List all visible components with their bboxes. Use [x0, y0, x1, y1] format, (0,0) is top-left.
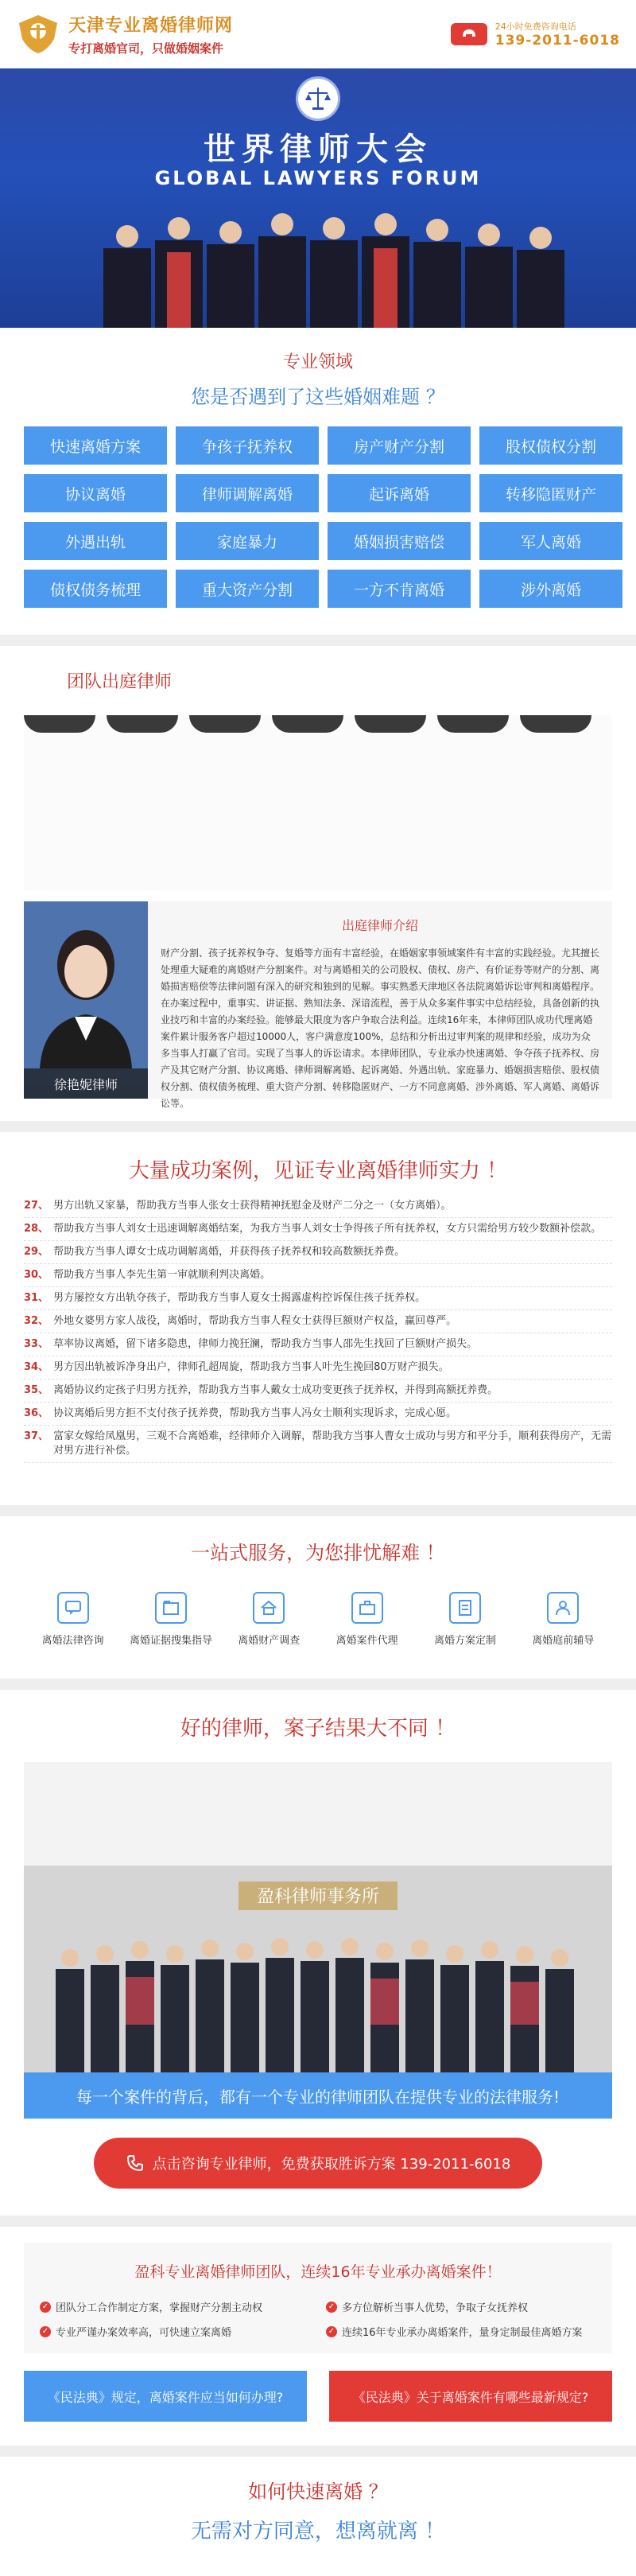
team-group-photo-illustration [24, 1762, 612, 2072]
hotline-label: 24小时免费咨询电话 [494, 21, 576, 32]
hotline[interactable] [451, 20, 620, 49]
onestop-label: 离婚法律咨询 [41, 1635, 104, 1647]
service-button[interactable]: 转移隐匿财产 [479, 474, 622, 512]
services-kicker: 专业领域 [282, 352, 353, 372]
lawyer-intro [148, 901, 612, 1109]
onestop-section [0, 1516, 636, 1679]
quick-title: 如何快速离婚 ？ [248, 2481, 388, 2503]
firm-box [24, 2243, 612, 2353]
firm-title: 盈科专业离婚律师团队，连续16年专业承办离婚案件！ [134, 2263, 502, 2281]
team-photo [107, 715, 178, 733]
case-item [24, 1333, 612, 1356]
site-slogan: 专打离婚官司，只做婚姻案件 [68, 41, 224, 56]
lawyer-avatar-icon [24, 901, 148, 1068]
team-photo [437, 715, 509, 733]
header [0, 0, 636, 68]
phone-icon [451, 23, 487, 45]
service-button[interactable]: 外遇出轨 [24, 522, 167, 560]
onestop-title: 一站式服务，为您排忧解难 ！ [191, 1542, 445, 1564]
justice-shield-logo-icon [16, 12, 60, 56]
phone-icon [126, 2154, 145, 2173]
onestop-label: 离婚证据搜集指导 [129, 1635, 212, 1647]
team-title: 团队出庭律师 [66, 672, 172, 692]
service-button[interactable]: 重大资产分割 [176, 570, 319, 608]
firm-points [40, 2299, 596, 2339]
service-button[interactable]: 争孩子抚养权 [176, 426, 319, 465]
service-button[interactable]: 快速离婚方案 [24, 426, 167, 465]
case-number: 29、 [24, 1246, 49, 1258]
case-text: 外地女婆男方家人战役，离婚时，帮助我方当事人程女士获得巨额财产权益，赢回尊严。 [53, 1315, 457, 1327]
case-text: 协议离婚后男方拒不支付孩子抚养费，帮助我方当事人冯女士顺利实现诉求，完成心愿。 [53, 1407, 457, 1419]
civil-code-latest-link[interactable]: 《民法典》关于离婚案件有哪些最新规定? [329, 2371, 612, 2422]
case-number: 27、 [24, 1200, 49, 1212]
case-number: 31、 [24, 1292, 49, 1304]
hotline-number[interactable]: 139-2011-6018 [494, 33, 620, 49]
case-text: 帮助我方当事人谭女士成功调解离婚，并获得孩子抚养权和较高数额抚养费。 [53, 1246, 405, 1258]
service-button[interactable]: 房产财产分割 [328, 426, 471, 465]
case-item [24, 1426, 612, 1463]
case-text: 富家女嫁给凤凰男，三观不合离婚难，经律师介入调解，帮助我方当事人曹女士成功与男方和平分手，顺利获得房产，无需对男方进行补偿。 [53, 1430, 612, 1457]
service-button[interactable]: 婚姻损害赔偿 [328, 522, 471, 560]
case-item [24, 1218, 612, 1241]
case-item [24, 1264, 612, 1287]
brand[interactable] [16, 12, 233, 56]
case-item [24, 1403, 612, 1426]
check-icon: ✓ [326, 2326, 337, 2337]
onestop-row [0, 1565, 636, 1679]
quick-subtitle: 无需对方同意，想离就离 ！ [190, 2520, 446, 2543]
case-number: 28、 [24, 1223, 49, 1235]
lawyer-card [24, 901, 612, 1121]
service-button[interactable]: 军人离婚 [479, 522, 622, 560]
lawyer-portrait [24, 901, 148, 1099]
cases-section [0, 1132, 636, 1505]
firm-sign-text: 盈科律师事务所 [256, 1887, 380, 1907]
lawyer-name: 徐艳妮律师 [24, 1068, 148, 1099]
case-number: 32、 [24, 1315, 49, 1327]
case-item [24, 1241, 612, 1264]
services-title: 您是否遇到了这些婚姻难题 ？ [191, 386, 445, 408]
case-number: 35、 [24, 1384, 49, 1396]
case-item [24, 1310, 612, 1333]
onestop-label: 离婚案件代理 [335, 1635, 398, 1647]
law-links [24, 2371, 612, 2446]
firm-point-text: 专业严谨办案效率高，可快速立案离婚 [56, 2327, 232, 2339]
firm-point-text: 多方位解析当事人优势，争取子女抚养权 [342, 2302, 529, 2314]
case-number: 34、 [24, 1361, 49, 1373]
firm-point [40, 2299, 310, 2314]
team-section [0, 646, 636, 1121]
forum-group-photo [0, 193, 636, 328]
onestop-label: 离婚方案定制 [433, 1635, 496, 1647]
team-photo [355, 715, 426, 733]
case-item [24, 1356, 612, 1379]
service-button[interactable]: 股权债权分割 [479, 426, 622, 465]
forum-emblem-icon [296, 76, 340, 121]
cases-title: 大量成功案例，见证专业离婚律师实力 ！ [128, 1159, 508, 1183]
consult-cta-button[interactable] [94, 2138, 542, 2189]
person-coach-icon [547, 1592, 579, 1624]
firm-point-text: 团队分工合作制定方案，掌握财产分割主动权 [56, 2302, 263, 2314]
case-text: 离婚协议约定孩子归男方抚养，帮助我方当事人戴女士成功变更孩子抚养权，并得到高额抚养费。 [53, 1384, 498, 1396]
check-icon: ✓ [40, 2302, 51, 2313]
case-text: 男方屡控女方出轨夺孩子，帮助我方当事人夏女士揭露虚构控诉保住孩子抚养权。 [53, 1292, 426, 1304]
result-section [0, 1690, 636, 2216]
check-icon: ✓ [40, 2326, 51, 2337]
case-item [24, 1195, 612, 1218]
case-text: 帮助我方当事人刘女士迅速调解离婚结案，为我方当事人刘女士争得孩子所有抚养权，女方只需给男方较少数额补偿款。 [53, 1223, 602, 1235]
onestop-item[interactable] [123, 1592, 219, 1647]
banner-subtitle: GLOBAL LAWYERS FORUM [154, 167, 482, 189]
firm-point [326, 2324, 596, 2339]
evidence-folder-icon [155, 1592, 187, 1624]
result-title: 好的律师，案子结果大不同 ！ [180, 1717, 456, 1741]
services-grid [0, 409, 636, 635]
cases-list[interactable] [24, 1195, 612, 1505]
house-icon [253, 1592, 285, 1624]
case-number: 33、 [24, 1338, 49, 1350]
team-photo [189, 715, 261, 733]
team-photo [520, 715, 591, 733]
service-button[interactable]: 家庭暴力 [176, 522, 319, 560]
service-button[interactable]: 一方不肯离婚 [328, 570, 471, 608]
quick-section [0, 2457, 636, 2576]
service-button[interactable]: 债权债务梳理 [24, 570, 167, 608]
case-item [24, 1287, 612, 1310]
firm-section [0, 2227, 636, 2446]
chat-consult-icon [57, 1592, 89, 1624]
result-banner: 每一个案件的背后，都有一个专业的律师团队在提供专业的法律服务! [24, 2072, 612, 2119]
team-photo-carousel[interactable] [24, 715, 612, 890]
case-item [24, 1379, 612, 1403]
document-edit-icon [449, 1592, 481, 1624]
cta-label: 点击咨询专业律师，免费获取胜诉方案 139-2011-6018 [152, 2156, 511, 2173]
lawyer-intro-text: 财产分割、孩子抚养权争夺、复婚等方面有丰富经验，在婚姻家事领域案件有丰富的实践经验。尤其擅长处理重大疑难的离婚财产分割案件。对与离婚相关的公司股权、债权、房产、有价证券等财产的分割、离婚损害赔偿等法律问题有深入的研究和独到的见解。事实熟悉天津地区各法院离婚诉讼审判和离婚程序。在办案过程中，重事实、讲证据、熟知法条、深谙流程，善于从众多案件事实中总结经验，具备创新的执业技巧和丰富的办案经验。能够最大限度为客户争取合法利益。连续16年来，本律师团队成功代理离婚案件累计服务客户超过10000人，客户满意度100%，总结和分析出过审判案的规律和经验，成功为众多当事人打赢了官司。实现了当事人的诉讼请求。本律师团队，专业承办快速离婚、争夺孩子抚养权、房产及其它财产分割、协议离婚、律师调解离婚、起诉离婚、外遇出轨、家庭暴力、婚姻损害赔偿、股权债权分割、债权债务梳理、重大资产分割、转移隐匿财产、一方不同意离婚、涉外离婚、军人离婚、离婚诉讼等。 [161, 948, 600, 1109]
briefcase-icon [351, 1592, 383, 1624]
team-photo [272, 715, 343, 733]
case-text: 男方因出轨被诉净身出户，律师孔超周旋，帮助我方当事人叶先生挽回80万财产损失。 [53, 1361, 449, 1373]
services-section [0, 328, 636, 635]
team-photo [24, 715, 95, 733]
team-group-photo [24, 1762, 612, 2072]
case-text: 草率协议离婚，留下诸多隐患，律师力挽狂澜，帮助我方当事人邵先生找回了巨额财产损失。 [53, 1338, 478, 1350]
onestop-item[interactable] [417, 1592, 513, 1647]
onestop-label: 离婚庭前辅导 [532, 1635, 595, 1647]
firm-point-text: 连续16年专业承办离婚案件，量身定制最佳离婚方案 [342, 2327, 583, 2339]
onestop-item[interactable] [515, 1592, 611, 1647]
case-number: 37、 [24, 1430, 49, 1442]
service-button[interactable]: 涉外离婚 [479, 570, 622, 608]
onestop-item[interactable] [25, 1592, 121, 1647]
case-number: 36、 [24, 1407, 49, 1419]
lawyer-intro-title: 出庭律师介绍 [341, 918, 418, 933]
service-button[interactable]: 律师调解离婚 [176, 474, 319, 512]
check-icon: ✓ [326, 2302, 337, 2313]
case-text: 帮助我方当事人李先生第一审就顺利判决离婚。 [53, 1269, 271, 1281]
site-title: 天津专业离婚律师网 [68, 16, 234, 36]
onestop-item[interactable] [320, 1592, 415, 1647]
firm-point [40, 2324, 310, 2339]
civil-code-procedure-link[interactable]: 《民法典》规定，离婚案件应当如何办理? [24, 2371, 307, 2422]
firm-point [326, 2299, 596, 2314]
service-button[interactable]: 起诉离婚 [328, 474, 471, 512]
hero-banner [0, 68, 636, 328]
service-button[interactable]: 协议离婚 [24, 474, 167, 512]
onestop-label: 离婚财产调查 [238, 1635, 301, 1647]
onestop-item[interactable] [221, 1592, 316, 1647]
case-text: 男方出轨又家暴，帮助我方当事人张女士获得精神抚慰金及财产二分之一（女方离婚）。 [53, 1200, 452, 1212]
case-number: 30、 [24, 1269, 49, 1281]
banner-title: 世界律师大会 [204, 131, 432, 168]
